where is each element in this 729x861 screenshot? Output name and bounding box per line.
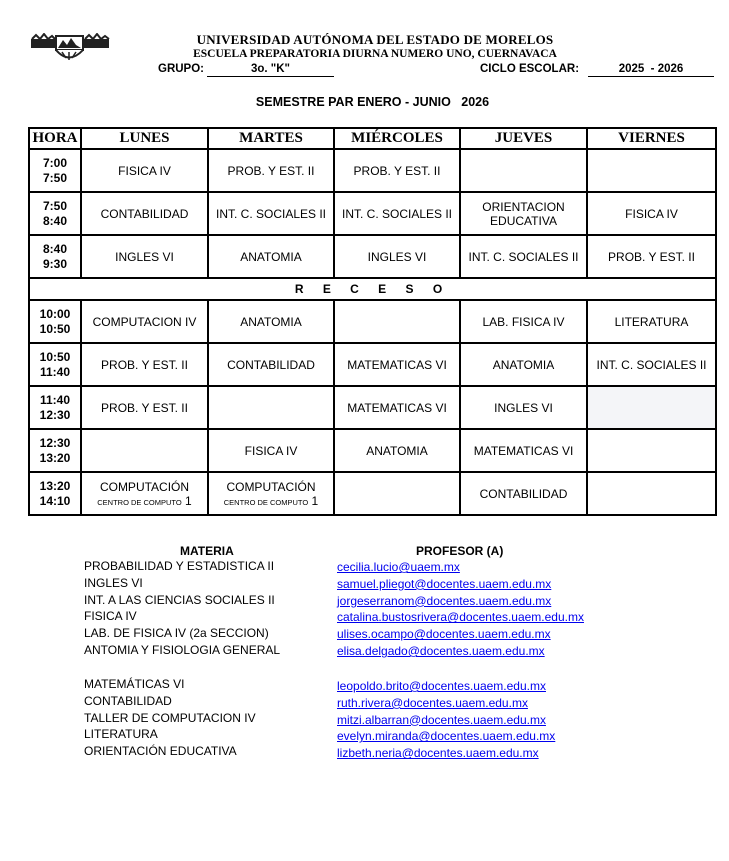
teacher-email-link[interactable]: lizbeth.neria@docentes.uaem.edu.mx bbox=[337, 746, 539, 761]
class-cell: PROB. Y EST. II bbox=[208, 149, 334, 192]
class-cell: ANATOMIA bbox=[460, 343, 587, 386]
class-cell bbox=[460, 149, 587, 192]
class-cell: PROB. Y EST. II bbox=[81, 386, 208, 429]
time-end: 11:40 bbox=[39, 364, 71, 379]
subject-name: LAB. DE FISICA IV (2a SECCION) bbox=[84, 626, 269, 641]
class-cell: LITERATURA bbox=[587, 300, 716, 343]
class-cell bbox=[334, 472, 460, 515]
class-cell: ANATOMIA bbox=[334, 429, 460, 472]
class-cell bbox=[208, 386, 334, 429]
class-cell: INT. C. SOCIALES II bbox=[460, 235, 587, 278]
time-start: 10:00 bbox=[39, 306, 71, 321]
col-header-lunes: LUNES bbox=[81, 128, 208, 149]
class-cell: INT. C. SOCIALES II bbox=[587, 343, 716, 386]
class-cell bbox=[587, 472, 716, 515]
teacher-email-link[interactable]: mitzi.albarran@docentes.uaem.edu.mx bbox=[337, 712, 546, 727]
class-cell bbox=[334, 300, 460, 343]
time-start: 7:00 bbox=[42, 155, 68, 170]
time-end: 13:20 bbox=[39, 450, 71, 465]
subject-name: CONTABILIDAD bbox=[84, 693, 172, 708]
class-cell: PROB. Y EST. II bbox=[81, 343, 208, 386]
class-cell: INGLES VI bbox=[334, 235, 460, 278]
subject-name: FISICA IV bbox=[84, 609, 137, 624]
teacher-email-link[interactable]: ruth.rivera@docentes.uaem.edu.mx bbox=[337, 695, 528, 710]
grupo-label: GRUPO: bbox=[158, 63, 204, 75]
time-start: 11:40 bbox=[39, 392, 71, 407]
class-cell: ANATOMIA bbox=[208, 300, 334, 343]
school-title: ESCUELA PREPARATORIA DIURNA NUMERO UNO, CUERNAVACA bbox=[193, 48, 557, 60]
subject-list bbox=[84, 558, 280, 659]
time-slot bbox=[29, 192, 81, 235]
col-header-miercoles: MIÉRCOLES bbox=[334, 128, 460, 149]
time-start: 10:50 bbox=[39, 349, 71, 364]
table-row bbox=[29, 472, 716, 515]
time-start: 8:40 bbox=[42, 241, 68, 256]
col-header-jueves: JUEVES bbox=[460, 128, 587, 149]
ciclo-value: 2025 - 2026 bbox=[588, 63, 714, 77]
subject-name: INGLES VI bbox=[84, 575, 143, 590]
class-cell bbox=[587, 149, 716, 192]
profesor-header: PROFESOR (A) bbox=[416, 544, 504, 558]
time-end: 14:10 bbox=[39, 493, 71, 508]
teacher-email-link[interactable]: cecilia.lucio@uaem.mx bbox=[337, 560, 460, 574]
time-start: 7:50 bbox=[42, 198, 68, 213]
class-cell: INT. C. SOCIALES II bbox=[334, 192, 460, 235]
time-end: 9:30 bbox=[42, 256, 68, 271]
class-cell bbox=[81, 472, 208, 515]
class-cell: FISICA IV bbox=[81, 149, 208, 192]
table-row bbox=[29, 386, 716, 429]
class-cell: ANATOMIA bbox=[208, 235, 334, 278]
class-location bbox=[84, 494, 205, 508]
time-slot bbox=[29, 300, 81, 343]
time-end: 8:40 bbox=[42, 213, 68, 228]
subject-name: TALLER DE COMPUTACION IV bbox=[84, 710, 256, 725]
teacher-email-link[interactable]: leopoldo.brito@docentes.uaem.edu.mx bbox=[337, 679, 546, 693]
class-name: COMPUTACIÓN bbox=[226, 479, 316, 494]
teacher-email-link[interactable]: ulises.ocampo@docentes.uaem.edu.mx bbox=[337, 627, 551, 642]
subject-list bbox=[84, 676, 256, 760]
table-row bbox=[29, 300, 716, 343]
class-cell: CONTABILIDAD bbox=[81, 192, 208, 235]
class-cell: INT. C. SOCIALES II bbox=[208, 192, 334, 235]
time-end: 10:50 bbox=[39, 321, 71, 336]
teacher-email-link[interactable]: samuel.pliegot@docentes.uaem.edu.mx bbox=[337, 576, 552, 591]
class-cell bbox=[208, 472, 334, 515]
table-row bbox=[29, 235, 716, 278]
time-slot bbox=[29, 235, 81, 278]
university-title: UNIVERSIDAD AUTÓNOMA DEL ESTADO DE MORELOS bbox=[196, 32, 554, 47]
table-header-row bbox=[29, 128, 716, 149]
location-label: CENTRO DE COMPUTO bbox=[97, 497, 182, 507]
class-name: COMPUTACIÓN bbox=[99, 479, 190, 494]
class-cell: ORIENTACION EDUCATIVA bbox=[460, 192, 587, 235]
class-cell bbox=[587, 386, 716, 429]
col-header-martes: MARTES bbox=[208, 128, 334, 149]
class-cell: FISICA IV bbox=[587, 192, 716, 235]
class-cell: COMPUTACION IV bbox=[81, 300, 208, 343]
subject-name: INT. A LAS CIENCIAS SOCIALES II bbox=[84, 592, 275, 607]
class-cell: INGLES VI bbox=[81, 235, 208, 278]
table-row bbox=[29, 192, 716, 235]
class-cell: LAB. FISICA IV bbox=[460, 300, 587, 343]
class-cell: MATEMATICAS VI bbox=[334, 386, 460, 429]
class-cell: MATEMATICAS VI bbox=[460, 429, 587, 472]
subject-name: MATEMÁTICAS VI bbox=[84, 677, 185, 691]
location-label: CENTRO DE COMPUTO bbox=[223, 497, 309, 507]
receso-row bbox=[29, 278, 716, 300]
class-cell bbox=[587, 429, 716, 472]
subject-name: ORIENTACIÓN EDUCATIVA bbox=[84, 744, 237, 759]
teacher-email-link[interactable]: catalina.bustosrivera@docentes.uaem.edu.mx bbox=[337, 610, 584, 625]
class-cell: PROB. Y EST. II bbox=[587, 235, 716, 278]
time-slot bbox=[29, 472, 81, 515]
time-end: 7:50 bbox=[42, 170, 68, 185]
time-slot bbox=[29, 149, 81, 192]
table-row bbox=[29, 429, 716, 472]
class-cell: INGLES VI bbox=[460, 386, 587, 429]
email-list bbox=[337, 678, 555, 762]
col-header-hora: HORA bbox=[29, 128, 81, 149]
class-location bbox=[211, 494, 331, 508]
email-list bbox=[337, 559, 584, 660]
time-start: 13:20 bbox=[39, 478, 71, 493]
subject-name: ANTOMIA Y FISIOLOGIA GENERAL bbox=[84, 642, 281, 657]
teacher-email-link[interactable]: evelyn.miranda@docentes.uaem.edu.mx bbox=[337, 729, 556, 744]
class-cell: MATEMATICAS VI bbox=[334, 343, 460, 386]
receso-label: R E C E S O bbox=[29, 278, 716, 300]
class-cell: FISICA IV bbox=[208, 429, 334, 472]
semestre-title: SEMESTRE PAR ENERO - JUNIO 2026 bbox=[255, 95, 490, 109]
ciclo-label: CICLO ESCOLAR: bbox=[480, 63, 580, 75]
subject-name: LITERATURA bbox=[84, 727, 158, 742]
subject-name: PROBABILIDAD Y ESTADISTICA II bbox=[84, 559, 275, 573]
schedule-table bbox=[28, 127, 717, 516]
class-cell: CONTABILIDAD bbox=[208, 343, 334, 386]
time-slot bbox=[29, 386, 81, 429]
location-number: 1 bbox=[311, 493, 319, 508]
col-header-viernes: VIERNES bbox=[587, 128, 716, 149]
table-row bbox=[29, 343, 716, 386]
time-end: 12:30 bbox=[39, 407, 71, 422]
class-cell: PROB. Y EST. II bbox=[334, 149, 460, 192]
materia-header: MATERIA bbox=[180, 544, 234, 558]
class-cell bbox=[81, 429, 208, 472]
time-slot bbox=[29, 429, 81, 472]
grupo-value: 3o. "K" bbox=[207, 63, 334, 77]
uaem-logo-icon bbox=[30, 33, 110, 63]
teacher-email-link[interactable]: jorgeserranom@docentes.uaem.edu.mx bbox=[337, 593, 552, 608]
teacher-email-link[interactable]: elisa.delgado@docentes.uaem.edu.mx bbox=[337, 643, 545, 658]
time-slot bbox=[29, 343, 81, 386]
table-row bbox=[29, 149, 716, 192]
class-cell: CONTABILIDAD bbox=[460, 472, 587, 515]
time-start: 12:30 bbox=[39, 435, 71, 450]
location-number: 1 bbox=[185, 493, 192, 508]
